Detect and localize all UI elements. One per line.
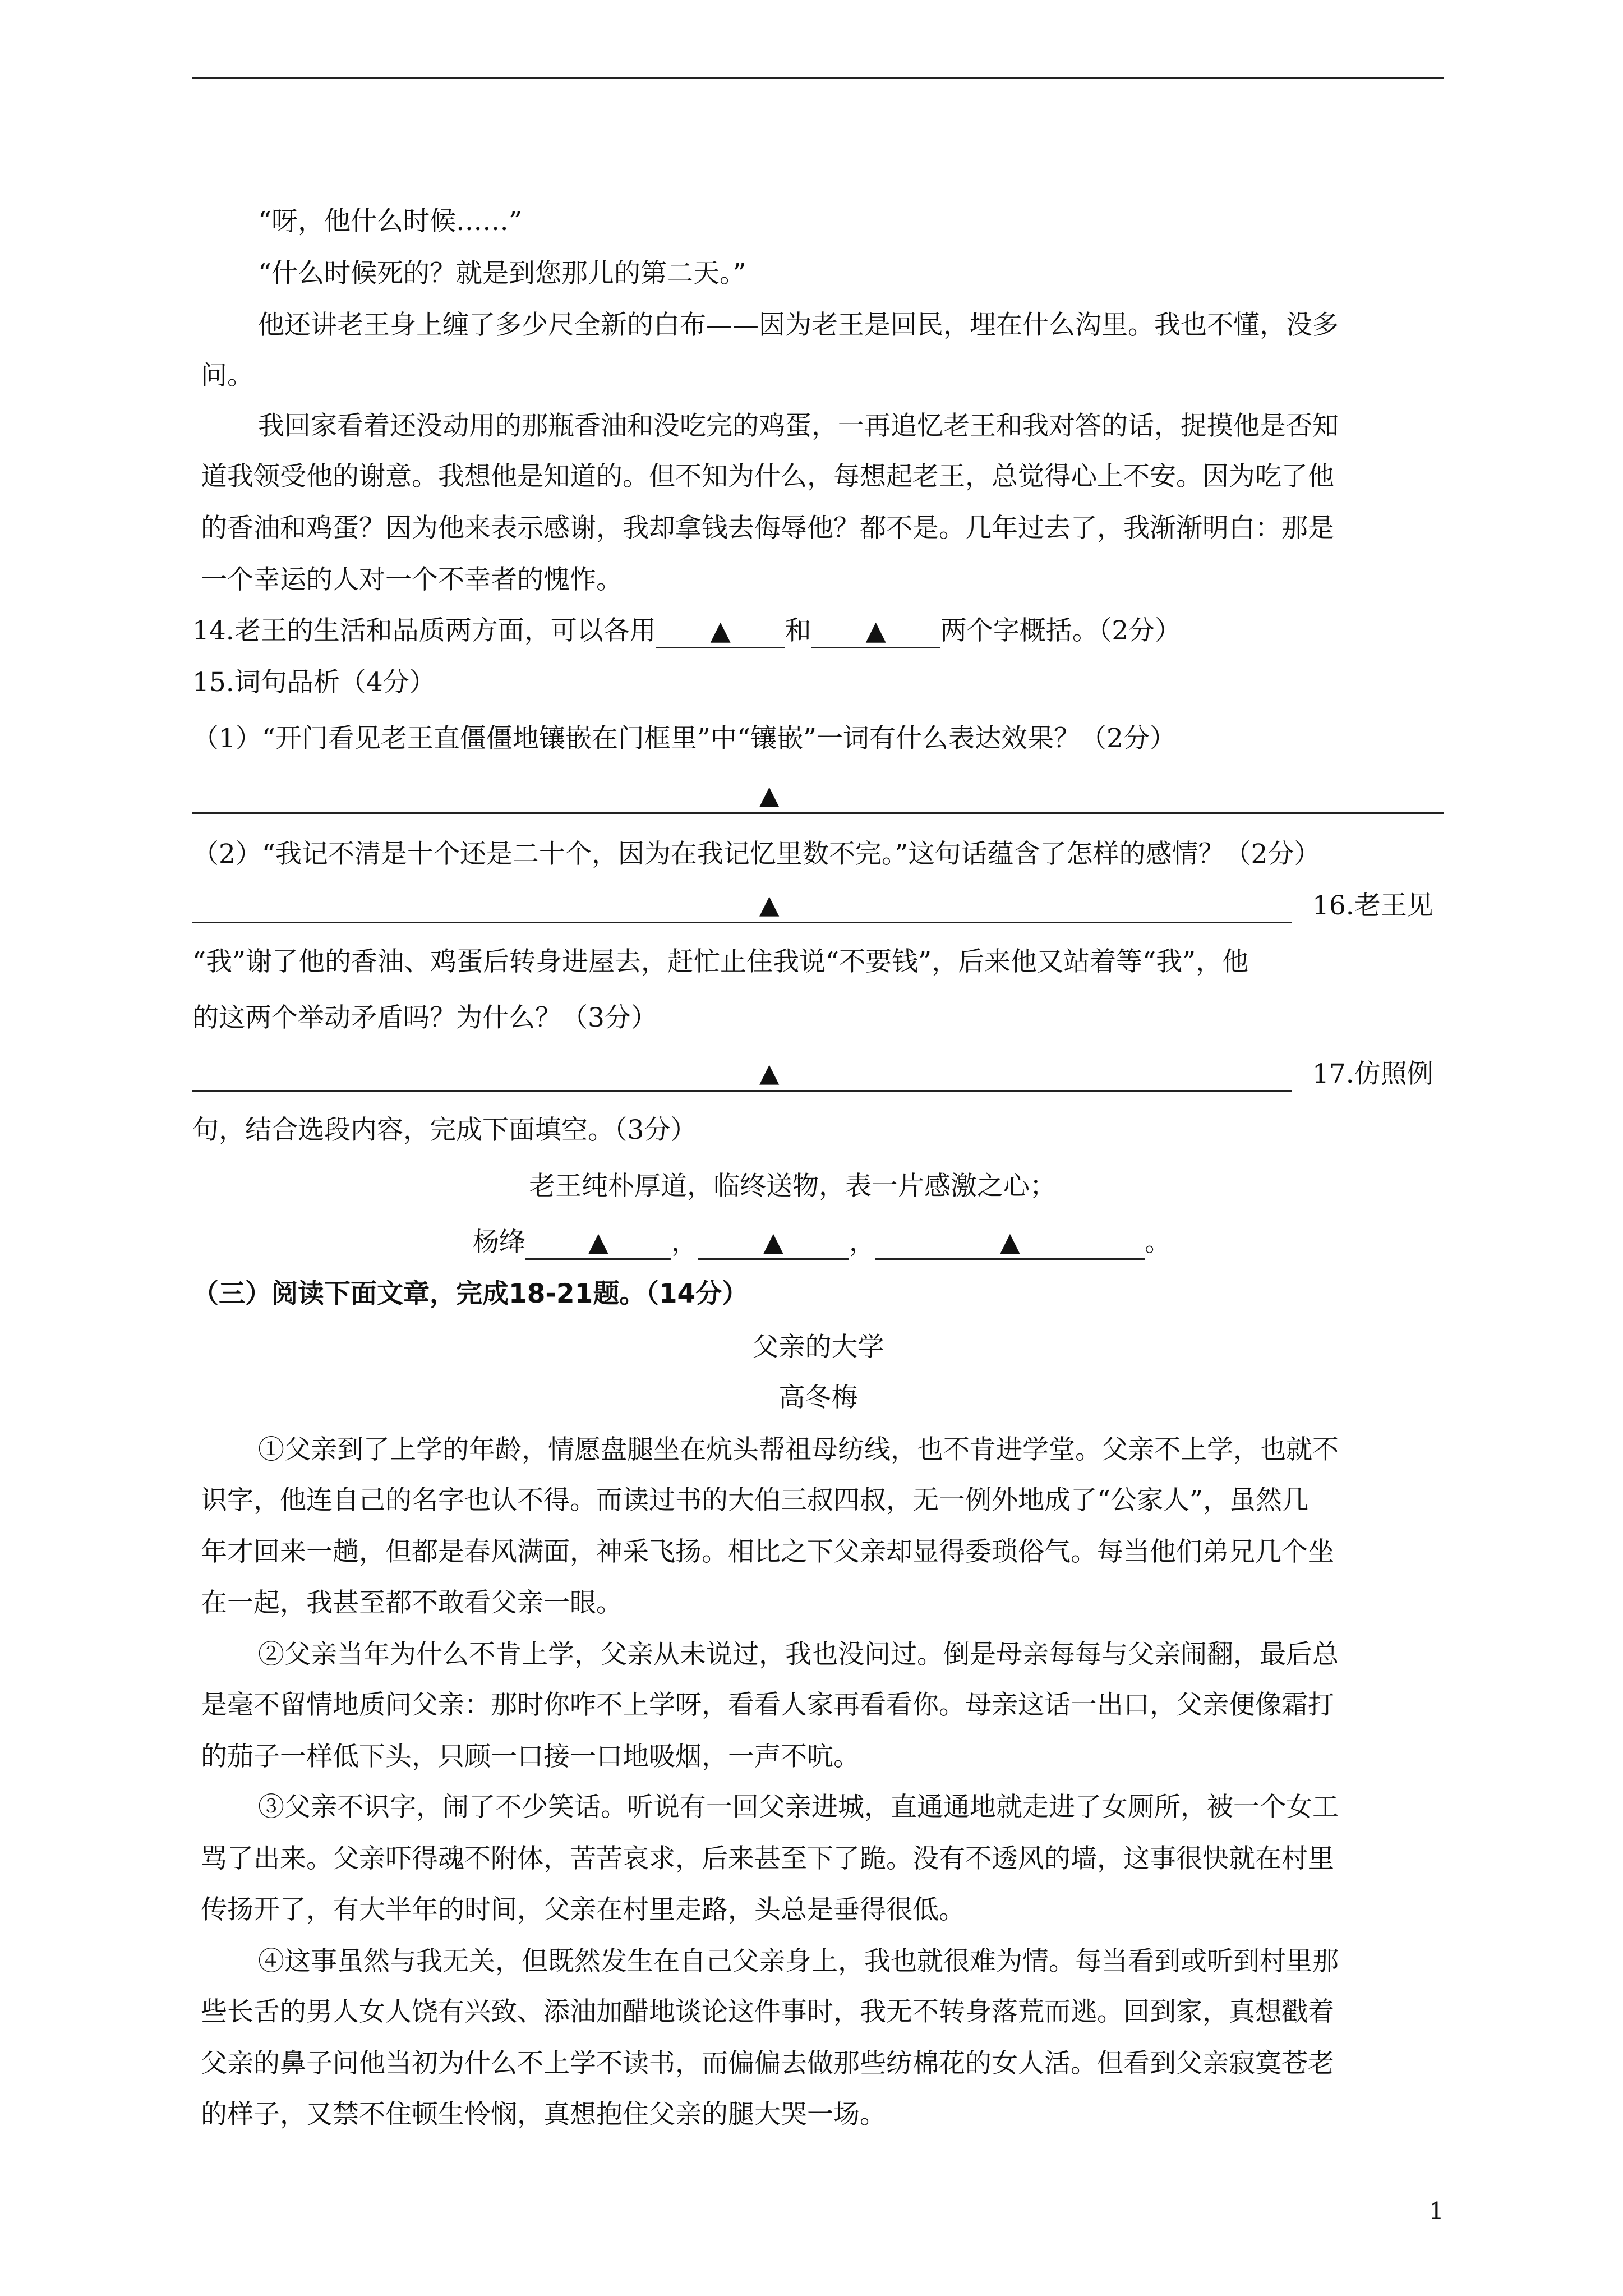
answer-blank[interactable] xyxy=(698,1227,849,1260)
question-16-number: 16.老王见 xyxy=(1312,890,1433,921)
blank-triangle-icon: ▲ xyxy=(759,889,780,919)
article-line: 父亲的鼻子问他当初为什么不上学不读书，而偏偏去做那些纺棉花的女人活。但看到父亲寂寞苍老 xyxy=(201,2048,1334,2079)
passage-line: “呀，他什么时候……” xyxy=(258,206,523,237)
answer-blank[interactable] xyxy=(875,1227,1145,1260)
question-17-number: 17.仿照例 xyxy=(1312,1059,1433,1089)
article-line: 年才回来一趟，但都是春风满面，神采飞扬。相比之下父亲却显得委琐俗气。每当他们弟兄几个坐 xyxy=(201,1536,1334,1567)
passage-line: 他还讲老王身上缠了多少尺全新的白布——因为老王是回民，埋在什么沟里。我也不懂，没多 xyxy=(258,310,1339,341)
article-line: 的茄子一样低下头，只顾一口接一口地吸烟，一声不吭。 xyxy=(201,1741,860,1772)
article-line: 的样子，又禁不住顿生怜悯，真想抱住父亲的腿大哭一场。 xyxy=(201,2099,886,2130)
answer-blank[interactable] xyxy=(525,1227,671,1260)
article-line: 骂了出来。父亲吓得魂不附体，苦苦哀求，后来甚至下了跪。没有不透风的墙，这事很快就在村里 xyxy=(201,1843,1334,1874)
fill-name: 杨绛 xyxy=(473,1227,525,1258)
example-sentence: 老王纯朴厚道，临终送物，表一片感激之心； xyxy=(529,1171,1056,1202)
question-14 xyxy=(192,614,1181,648)
article-line: ③父亲不识字，闹了不少笑话。听说有一回父亲进城，直通通地就走进了女厕所，被一个女工 xyxy=(258,1792,1339,1823)
blank-triangle-icon: ▲ xyxy=(763,1227,784,1258)
fill-sentence xyxy=(473,1226,1171,1260)
section-3-heading: （三）阅读下面文章，完成18-21题。（14分） xyxy=(192,1278,749,1309)
answer-line[interactable] xyxy=(192,1090,1292,1092)
answer-blank[interactable] xyxy=(656,615,785,648)
article-line: 是毫不留情地质问父亲：那时你咋不上学呀，看看人家再看看你。母亲这话一出口，父亲便像霜打 xyxy=(201,1690,1334,1720)
question-16-line: “我”谢了他的香油、鸡蛋后转身进屋去，赶忙止住我说“不要钱”，后来他又站着等“我”，他 xyxy=(192,946,1249,977)
comma: ， xyxy=(671,1227,698,1258)
article-line: ②父亲当年为什么不肯上学，父亲从未说过，我也没问过。倒是母亲每每与父亲闹翻，最后总 xyxy=(258,1639,1339,1670)
passage-line: 我回家看着还没动用的那瓶香油和没吃完的鸡蛋，一再追忆老王和我对答的话，捉摸他是否知 xyxy=(258,411,1339,441)
article-line: 在一起，我甚至都不敢看父亲一眼。 xyxy=(201,1588,623,1618)
passage-line: 问。 xyxy=(201,360,253,391)
question-15-part-2: （2）“我记不清是十个还是二十个，因为在我记忆里数不完。”这句话蕴含了怎样的感情？（2分） xyxy=(192,839,1321,869)
blank-triangle-icon: ▲ xyxy=(588,1227,609,1258)
blank-triangle-icon: ▲ xyxy=(710,615,731,646)
article-author: 高冬梅 xyxy=(778,1382,858,1413)
blank-triangle-icon: ▲ xyxy=(759,1057,780,1088)
question-15-part-1: （1）“开门看见老王直僵僵地镶嵌在门框里”中“镶嵌”一词有什么表达效果？（2分） xyxy=(192,723,1176,754)
header-rule xyxy=(192,77,1444,79)
q14-text-c: 两个字概括。（2分） xyxy=(940,615,1182,646)
article-line: 些长舌的男人女人饶有兴致、添油加醋地谈论这件事时，我无不转身落荒而逃。回到家，真想戳着 xyxy=(201,1996,1334,2027)
question-16-line: 的这两个举动矛盾吗？为什么？（3分） xyxy=(192,1002,657,1033)
passage-line: 一个幸运的人对一个不幸者的愧怍。 xyxy=(201,564,623,595)
article-title: 父亲的大学 xyxy=(752,1332,884,1363)
article-line: ①父亲到了上学的年龄，情愿盘腿坐在炕头帮祖母纺线，也不肯进学堂。父亲不上学，也就不 xyxy=(258,1434,1339,1465)
page-number: 1 xyxy=(1429,2197,1444,2225)
blank-triangle-icon: ▲ xyxy=(759,780,780,810)
comma: ， xyxy=(849,1227,875,1258)
article-line: 传扬开了，有大半年的时间，父亲在村里走路，头总是垂得很低。 xyxy=(201,1894,965,1925)
blank-triangle-icon: ▲ xyxy=(865,615,886,646)
passage-line: 的香油和鸡蛋？因为他来表示感谢，我却拿钱去侮辱他？都不是。几年过去了，我渐渐明白：那是 xyxy=(201,513,1334,544)
passage-line: 道我领受他的谢意。我想他是知道的。但不知为什么，每想起老王，总觉得心上不安。因为吃了他 xyxy=(201,461,1334,492)
q14-text-a: 14.老王的生活和品质两方面，可以各用 xyxy=(192,615,656,646)
answer-blank[interactable] xyxy=(811,615,940,648)
answer-line[interactable] xyxy=(192,812,1444,814)
article-line: 识字，他连自己的名字也认不得。而读过书的大伯三叔四叔，无一例外地成了“公家人”，虽然几 xyxy=(201,1485,1309,1516)
question-17-line: 句，结合选段内容，完成下面填空。（3分） xyxy=(192,1115,697,1145)
period: 。 xyxy=(1145,1227,1171,1258)
question-15-title: 15.词句品析（4分） xyxy=(192,667,436,698)
passage-line: “什么时候死的？就是到您那儿的第二天。” xyxy=(258,258,746,289)
q14-text-b: 和 xyxy=(785,615,811,646)
blank-triangle-icon: ▲ xyxy=(999,1227,1021,1258)
article-line: ④这事虽然与我无关，但既然发生在自己父亲身上，我也就很难为情。每当看到或听到村里那 xyxy=(258,1946,1339,1977)
answer-line[interactable] xyxy=(192,922,1292,923)
